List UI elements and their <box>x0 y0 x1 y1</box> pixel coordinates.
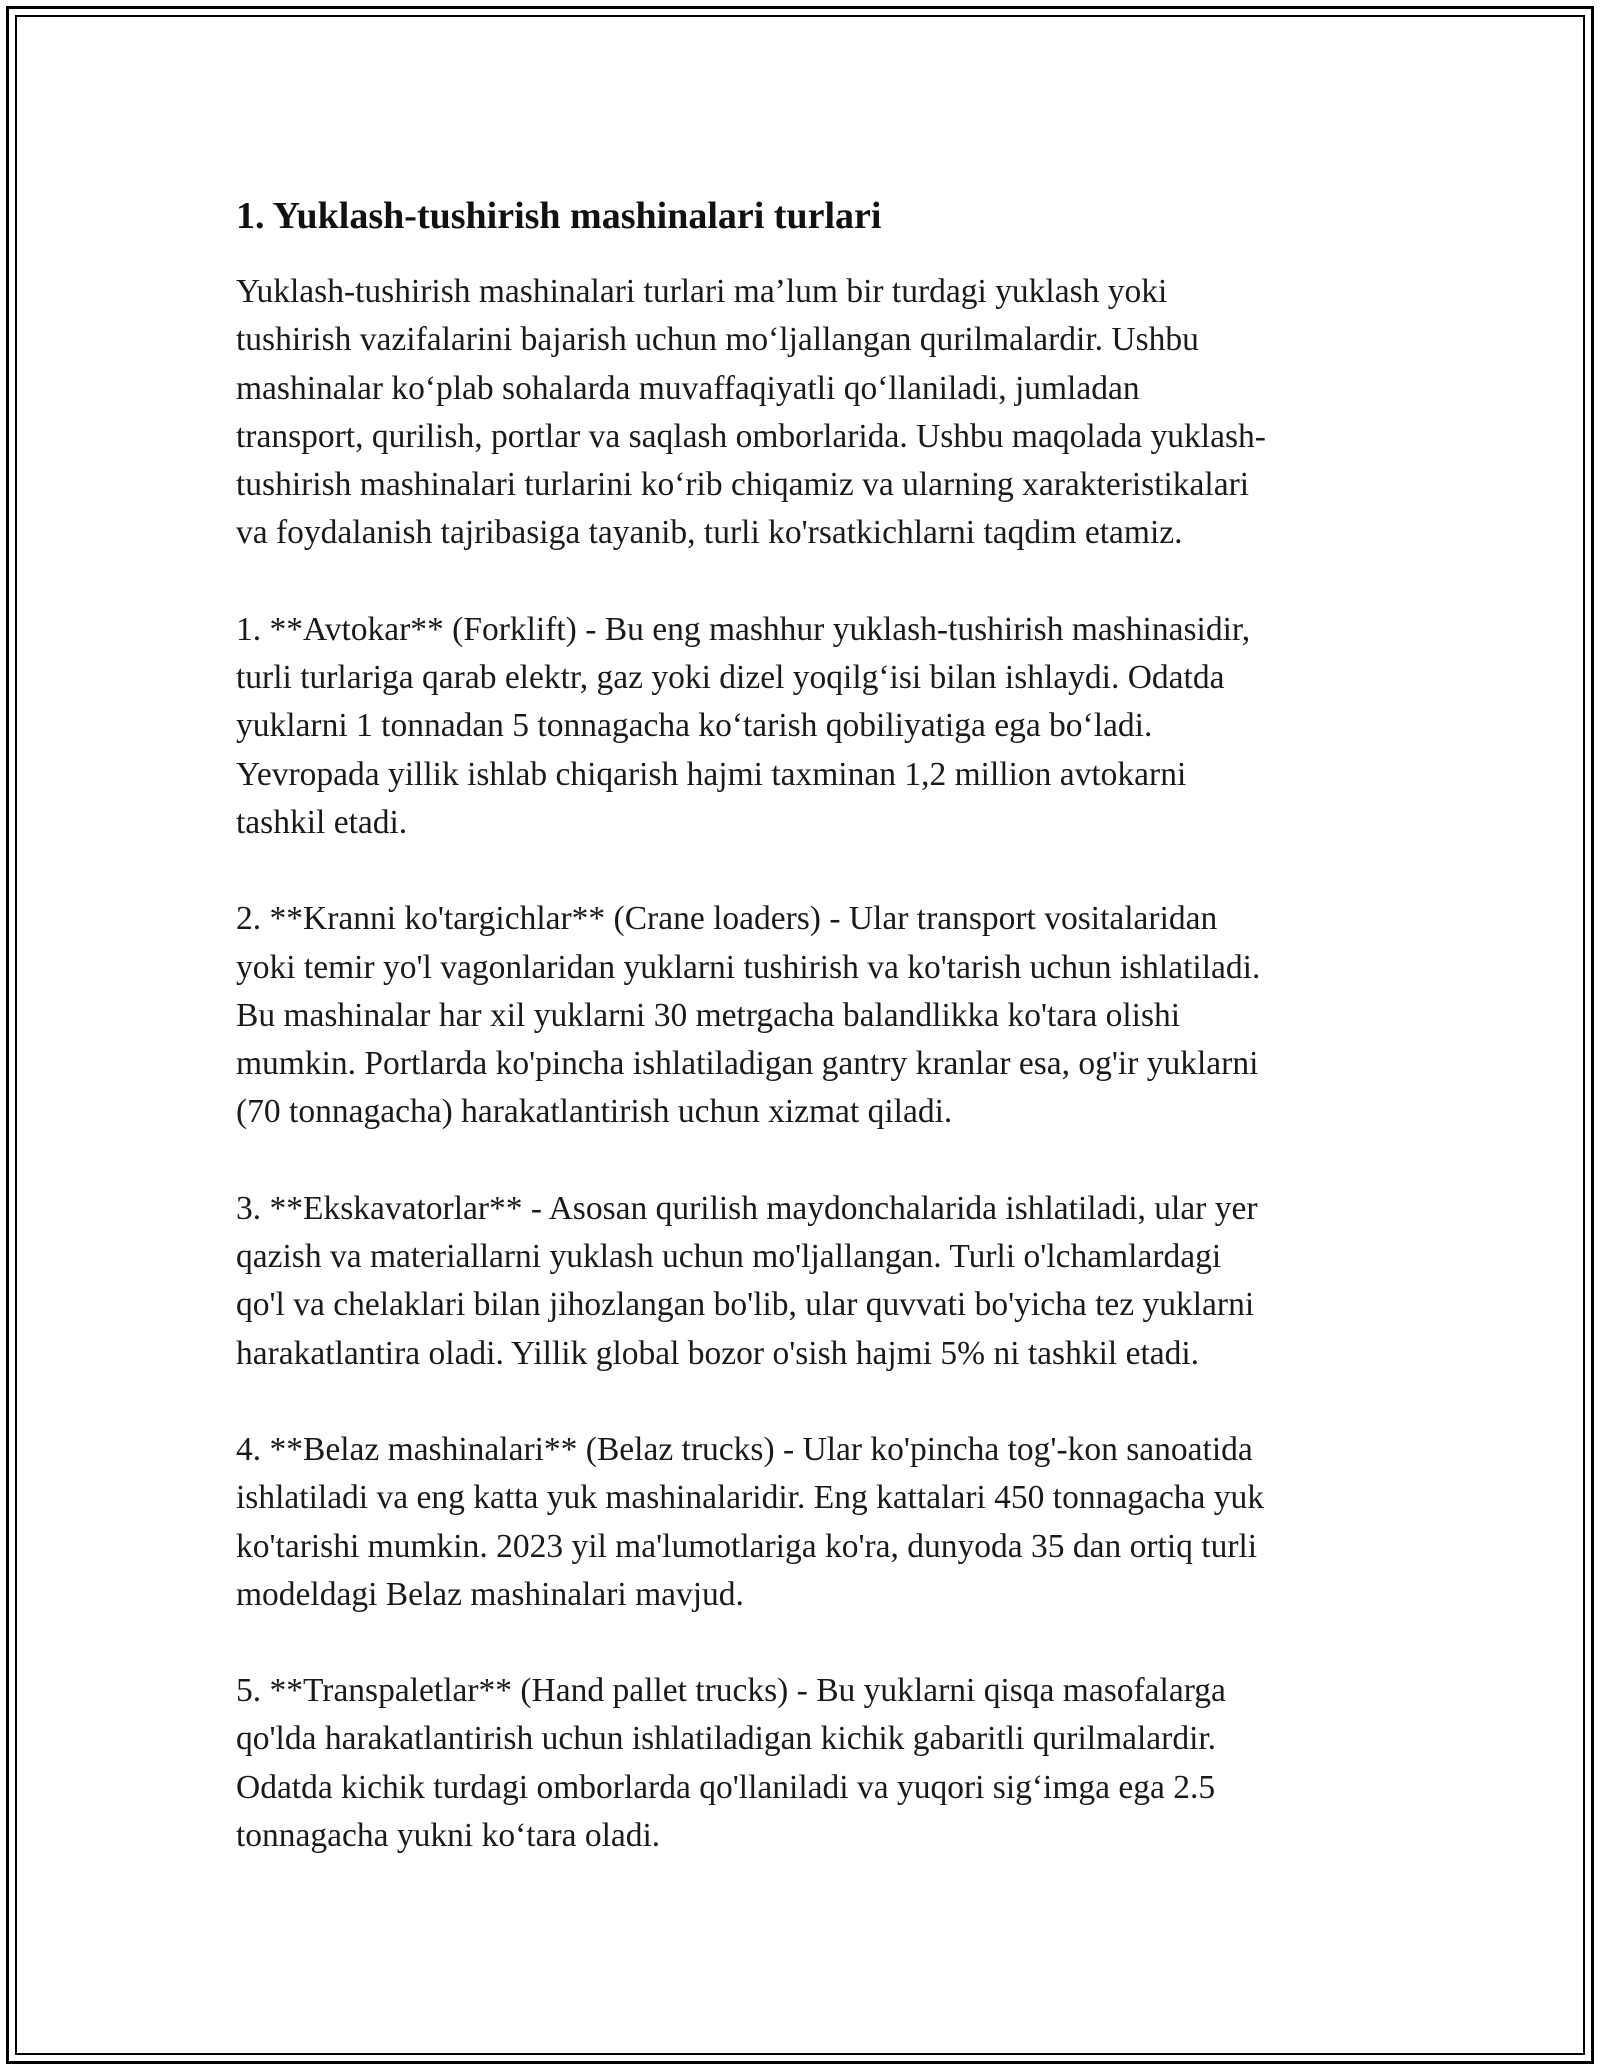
section-heading: 1. Yuklash-tushirish mashinalari turlari <box>236 195 882 237</box>
paragraph-crane-loaders: 2. **Kranni ko'targichlar** (Crane loaders) - Ular transport vositalaridan yoki temir yo'l vagonlaridan yuklarni tushirish va ko'tarish uchun ishlatiladi. Bu mashinalar har xil yuklarni 30 metrgacha balandlikka ko'tara olishi mumkin. Portlarda ko'pincha ishlatiladigan gantry kranlar esa, og'ir yuklarni (70 tonnagacha) harakatlantirish uchun xizmat qiladi. <box>236 900 1261 1131</box>
intro-paragraph: Yuklash-tushirish mashinalari turlari ma’lum bir turdagi yuklash yoki tushirish vazifalarini bajarish uchun mo‘ljallangan qurilmalardir. Ushbu mashinalar ko‘plab sohalarda muvaffaqiyatli qo‘llaniladi, jumladan transport, qurilish, portlar va saqlash omborlarida. Ushbu maqolada yuklash- tushirish mashinalari turlarini ko‘rib chiqamiz va ularning xarakteristikalari va foydalanish tajribasiga tayanib, turli ko'rsatkichlarni taqdim etamiz. <box>236 273 1266 552</box>
document-body <box>236 186 1376 1908</box>
paragraph-belaz-trucks: 4. **Belaz mashinalari** (Belaz trucks) - Ular ko'pincha tog'-kon sanoatida ishlatiladi va eng katta yuk mashinalaridir. Eng kattalari 450 tonnagacha yuk ko'tarishi mumkin. 2023 yil ma'lumotlariga ko'ra, dunyoda 35 dan ortiq turli modeldagi Belaz mashinalari mavjud. <box>236 1430 1264 1613</box>
paragraph-hand-pallet-trucks: 5. **Transpaletlar** (Hand pallet trucks) - Bu yuklarni qisqa masofalarga qo'lda harakatlantirish uchun ishlatiladigan kichik gabaritli qurilmalardir. Odatda kichik turdagi omborlarda qo'llaniladi va yuqori sig‘imga ega 2.5 tonnagacha yukni ko‘tara oladi. <box>236 1672 1226 1855</box>
paragraph-forklift: 1. **Avtokar** (Forklift) - Bu eng mashhur yuklash-tushirish mashinasidir, turli turlariga qarab elektr, gaz yoki dizel yoqilg‘isi bilan ishlaydi. Odatda yuklarni 1 tonnadan 5 tonnagacha ko‘tarish qobiliyatiga ega bo‘ladi. Yevropada yillik ishlab chiqarish hajmi taxminan 1,2 million avtokarni tashkil etadi. <box>236 610 1251 841</box>
paragraph-excavators: 3. **Ekskavatorlar** - Asosan qurilish maydonchalarida ishlatiladi, ular yer qazish va materiallarni yuklash uchun mo'ljallangan. Turli o'lchamlardagi qo'l va chelaklari bilan jihozlangan bo'lib, ular quvvati bo'yicha tez yuklarni harakatlantira oladi. Yillik global bozor o'sish hajmi 5% ni tashkil etadi. <box>236 1189 1258 1372</box>
